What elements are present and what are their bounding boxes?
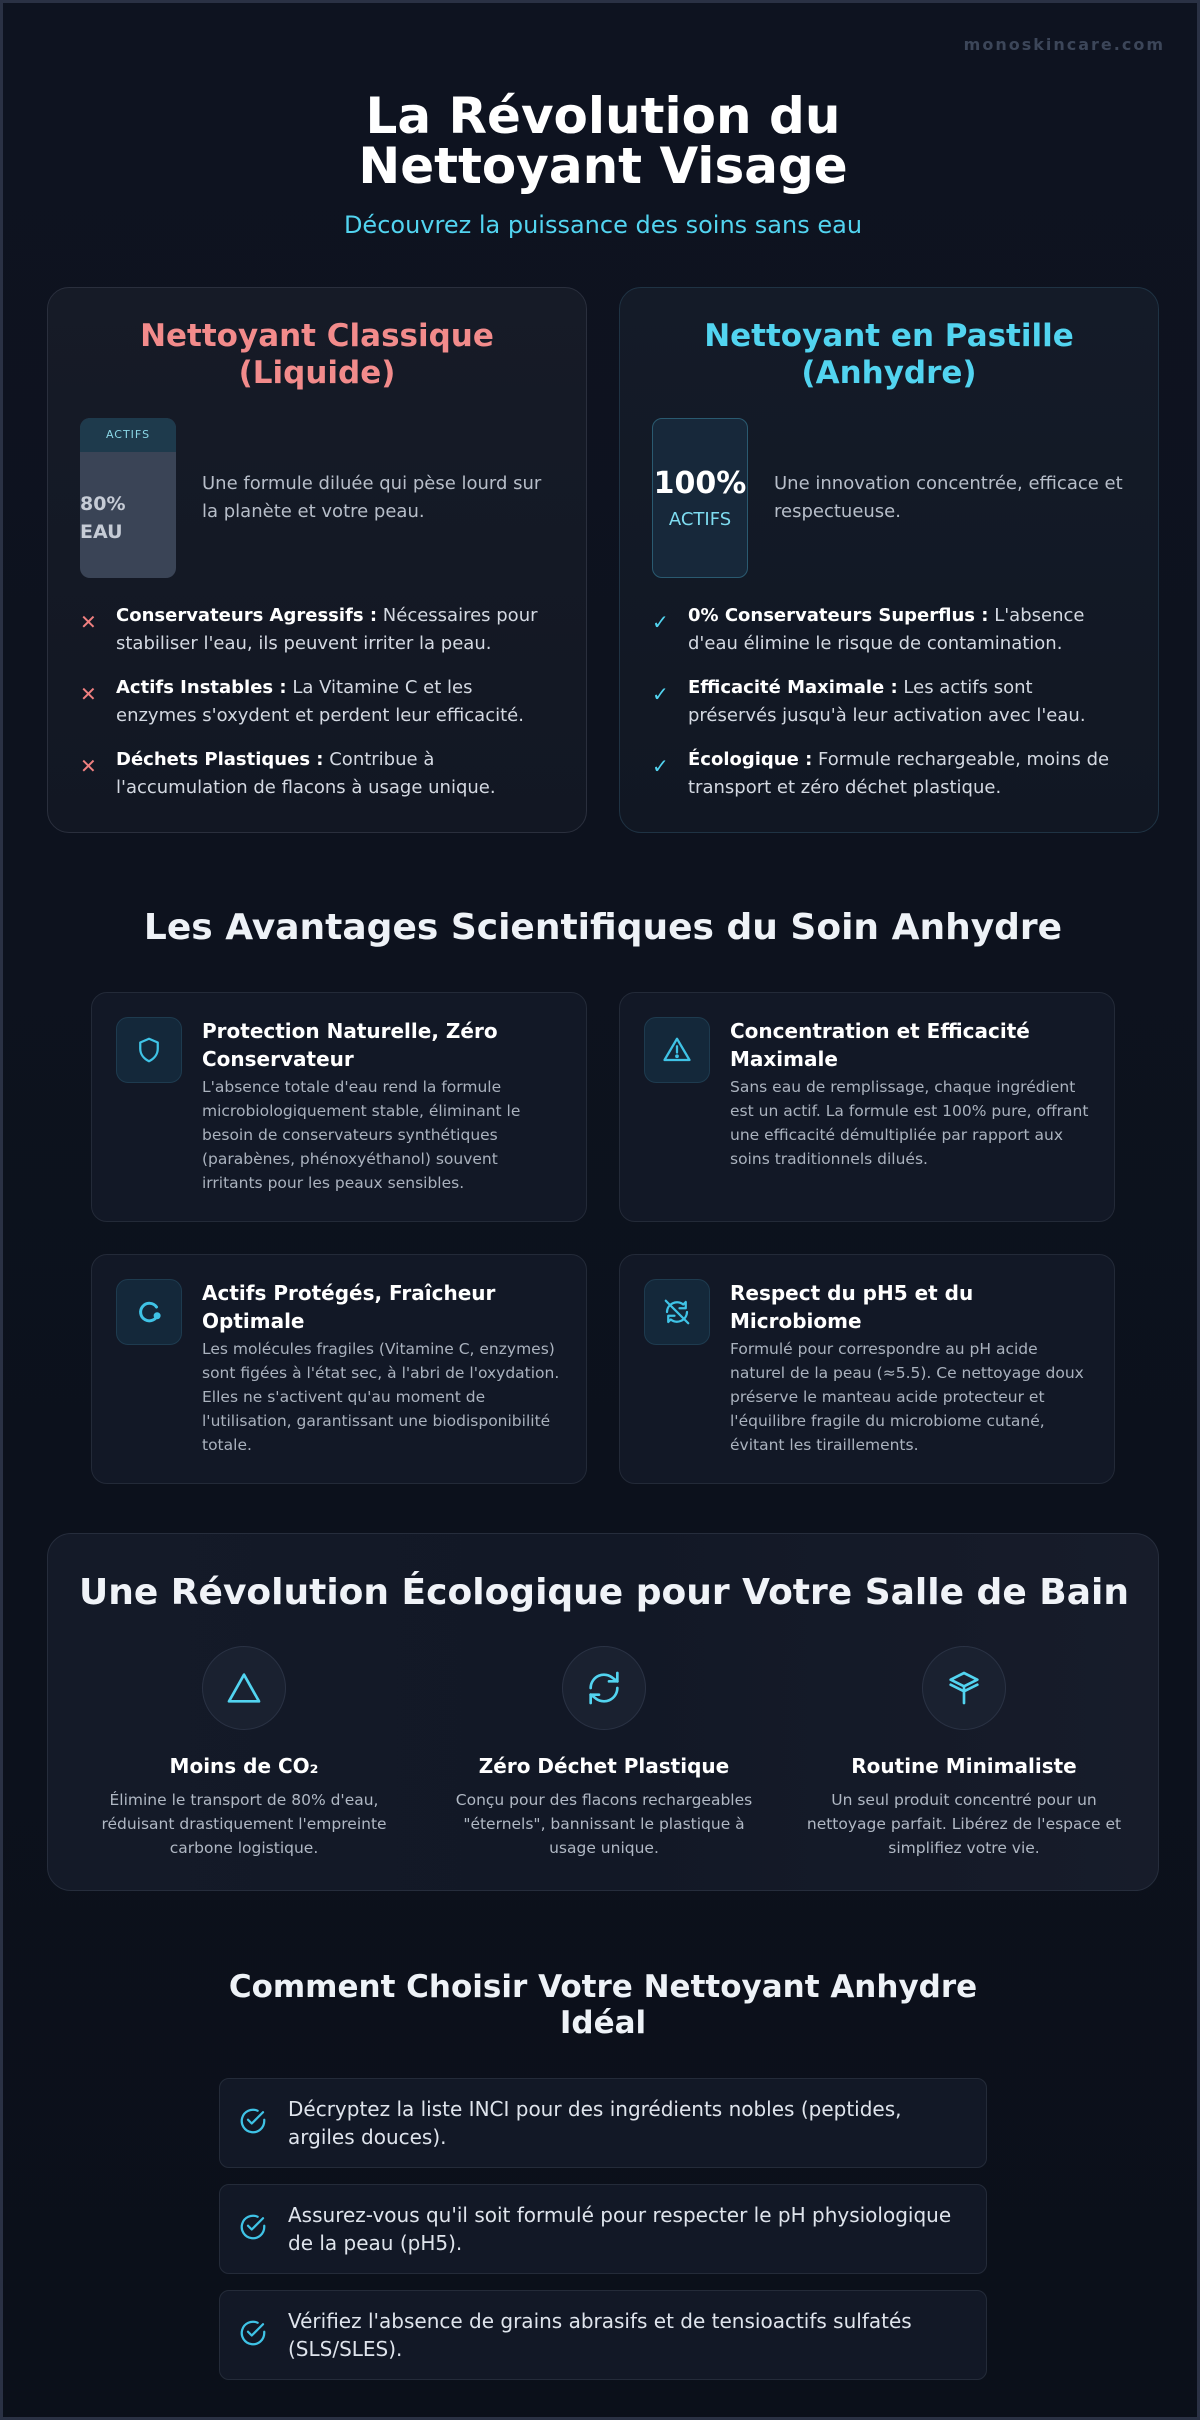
eco-item-text: Un seul produit concentré pour un nettoyage parfait. Libérez de l'espace et simplifiez votre vie. — [806, 1791, 1122, 1857]
page-title: La Révolution du Nettoyant Visage — [358, 87, 848, 195]
list-item — [80, 746, 554, 802]
list-item — [219, 2290, 987, 2380]
point-bold: Écologique : — [688, 749, 813, 770]
list-item — [80, 674, 554, 730]
check-icon: ✓ — [652, 682, 669, 706]
eco-item — [444, 1646, 764, 1860]
advantage-title: Respect du pH5 et du Microbiome — [730, 1281, 974, 1333]
advantage-text: Les molécules fragiles (Vitamine C, enzymes) sont figées à l'état sec, à l'abri de l'oxydation. Elles ne s'activent qu'au moment de l'utilisation, garantissant une biodisponibilité totale. — [202, 1340, 560, 1454]
eco-item-title: Moins de CO₂ — [169, 1754, 319, 1778]
anhydrous-title: Nettoyant en Pastille (Anhydre) — [704, 318, 1074, 391]
point-text: Contribue à l'accumulation de flacons à usage unique. — [116, 749, 496, 798]
point-bold: 0% Conservateurs Superflus : — [688, 605, 989, 626]
eco-item-text: Conçu pour des flacons rechargeables "éternels", bannissant le plastique à usage unique. — [455, 1791, 753, 1857]
point-text: L'absence d'eau élimine le risque de contamination. — [688, 605, 1085, 654]
anhydrous-visual — [652, 418, 1126, 578]
science-section-title: Les Avantages Scientifiques du Soin Anhydre — [143, 907, 1063, 948]
advantage-card — [91, 1254, 587, 1484]
layers-plant-icon — [922, 1646, 1006, 1730]
list-item — [219, 2184, 987, 2274]
point-bold: Actifs Instables : — [116, 677, 287, 698]
point-text: Les actifs sont préservés jusqu'à leur activation avec l'eau. — [688, 677, 1086, 726]
point-text: La Vitamine C et les enzymes s'oxydent et perdent leur efficacité. — [116, 677, 524, 726]
choose-title-text: Comment Choisir Votre Nettoyant Anhydre Idéal — [228, 1969, 978, 2041]
point-text: Formule rechargeable, moins de transport et zéro déchet plastique. — [688, 749, 1110, 798]
advantage-card — [91, 992, 587, 1222]
advantage-title: Protection Naturelle, Zéro Conservateur — [202, 1019, 498, 1071]
list-item — [652, 674, 1126, 730]
point-bold: Déchets Plastiques : — [116, 749, 324, 770]
advantage-text: L'absence totale d'eau rend la formule microbiologiquement stable, éliminant le besoin de conservateurs synthétiques (parabènes, phénoxyéthanol) souvent irritants pour les peaux sensibles. — [202, 1078, 521, 1192]
refresh-cw-icon — [116, 1279, 182, 1345]
anhydrous-cleanser-card — [619, 287, 1159, 833]
classic-title: Nettoyant Classique (Liquide) — [140, 318, 494, 391]
check-circle-icon — [238, 2212, 274, 2246]
choose-item-text: Assurez-vous qu'il soit formulé pour respecter le pH physiologique de la peau (pH5). — [288, 2203, 952, 2255]
bottle-fill-word: EAU — [80, 521, 123, 543]
check-circle-icon — [238, 2106, 274, 2140]
check-circle-icon — [238, 2318, 274, 2352]
brand-url[interactable]: monoskincare.com — [963, 35, 1165, 54]
advantage-title: Actifs Protégés, Fraîcheur Optimale — [202, 1281, 496, 1333]
classic-visual — [80, 418, 554, 578]
shield-icon — [116, 1017, 182, 1083]
cross-icon: ✕ — [80, 682, 97, 706]
recycle-icon — [562, 1646, 646, 1730]
anhydrous-description: Une innovation concentrée, efficace et respectueuse. — [774, 473, 1123, 522]
tablet-label: ACTIFS — [668, 509, 732, 530]
classic-cleanser-card — [47, 287, 587, 833]
classic-description: Une formule diluée qui pèse lourd sur la planète et votre peau. — [202, 473, 542, 522]
point-bold: Efficacité Maximale : — [688, 677, 898, 698]
advantage-title: Concentration et Efficacité Maximale — [730, 1019, 1030, 1071]
bottle-fill-percent: 80% — [80, 493, 126, 515]
point-bold: Conservateurs Agressifs : — [116, 605, 378, 626]
list-item — [652, 602, 1126, 658]
advantage-card — [619, 992, 1115, 1222]
choose-section-title — [3, 1969, 1200, 2041]
eco-item-text: Élimine le transport de 80% d'eau, réduisant drastiquement l'empreinte carbone logistique. — [101, 1791, 387, 1857]
choose-item-text: Vérifiez l'absence de grains abrasifs et de tensioactifs sulfatés (SLS/SLES). — [288, 2309, 912, 2361]
choose-item-text: Décryptez la liste INCI pour des ingrédients nobles (peptides, argiles douces). — [288, 2097, 902, 2149]
eco-item-title: Zéro Déchet Plastique — [478, 1754, 730, 1778]
bottle-fill-label — [80, 452, 176, 546]
eco-section-title: Une Révolution Écologique pour Votre Salle de Bain — [79, 1572, 1129, 1613]
eco-item — [804, 1646, 1124, 1860]
hero — [3, 87, 1200, 239]
list-item — [80, 602, 554, 658]
advantage-text: Sans eau de remplissage, chaque ingrédient est un actif. La formule est 100% pure, offrant une efficacité démultipliée par rapport aux soins traditionnels dilués. — [730, 1078, 1089, 1168]
triangle-icon — [202, 1646, 286, 1730]
list-item — [652, 746, 1126, 802]
cross-icon: ✕ — [80, 754, 97, 778]
cross-icon: ✕ — [80, 610, 97, 634]
page-subtitle: Découvrez la puissance des soins sans eau — [343, 211, 863, 239]
advantage-card — [619, 1254, 1115, 1484]
eco-item — [84, 1646, 404, 1860]
classic-points — [80, 602, 554, 802]
bottle-cap-label: ACTIFS — [80, 418, 176, 452]
refresh-off-icon — [644, 1279, 710, 1345]
warning-triangle-icon — [644, 1017, 710, 1083]
liquid-bottle-graphic — [80, 418, 176, 578]
list-item — [219, 2078, 987, 2168]
check-icon: ✓ — [652, 754, 669, 778]
advantage-text: Formulé pour correspondre au pH acide naturel de la peau (≈5.5). Ce nettoyage doux préserve le manteau acide protecteur et l'équilibre fragile du microbiome cutané, évitant les tiraillements. — [730, 1340, 1084, 1454]
tablet-percent: 100% — [653, 466, 747, 501]
check-icon: ✓ — [652, 610, 669, 634]
eco-section — [47, 1533, 1159, 1891]
eco-item-title: Routine Minimaliste — [851, 1754, 1077, 1778]
point-text: Nécessaires pour stabiliser l'eau, ils peuvent irriter la peau. — [116, 605, 538, 654]
tablet-graphic — [652, 418, 748, 578]
anhydrous-points — [652, 602, 1126, 802]
